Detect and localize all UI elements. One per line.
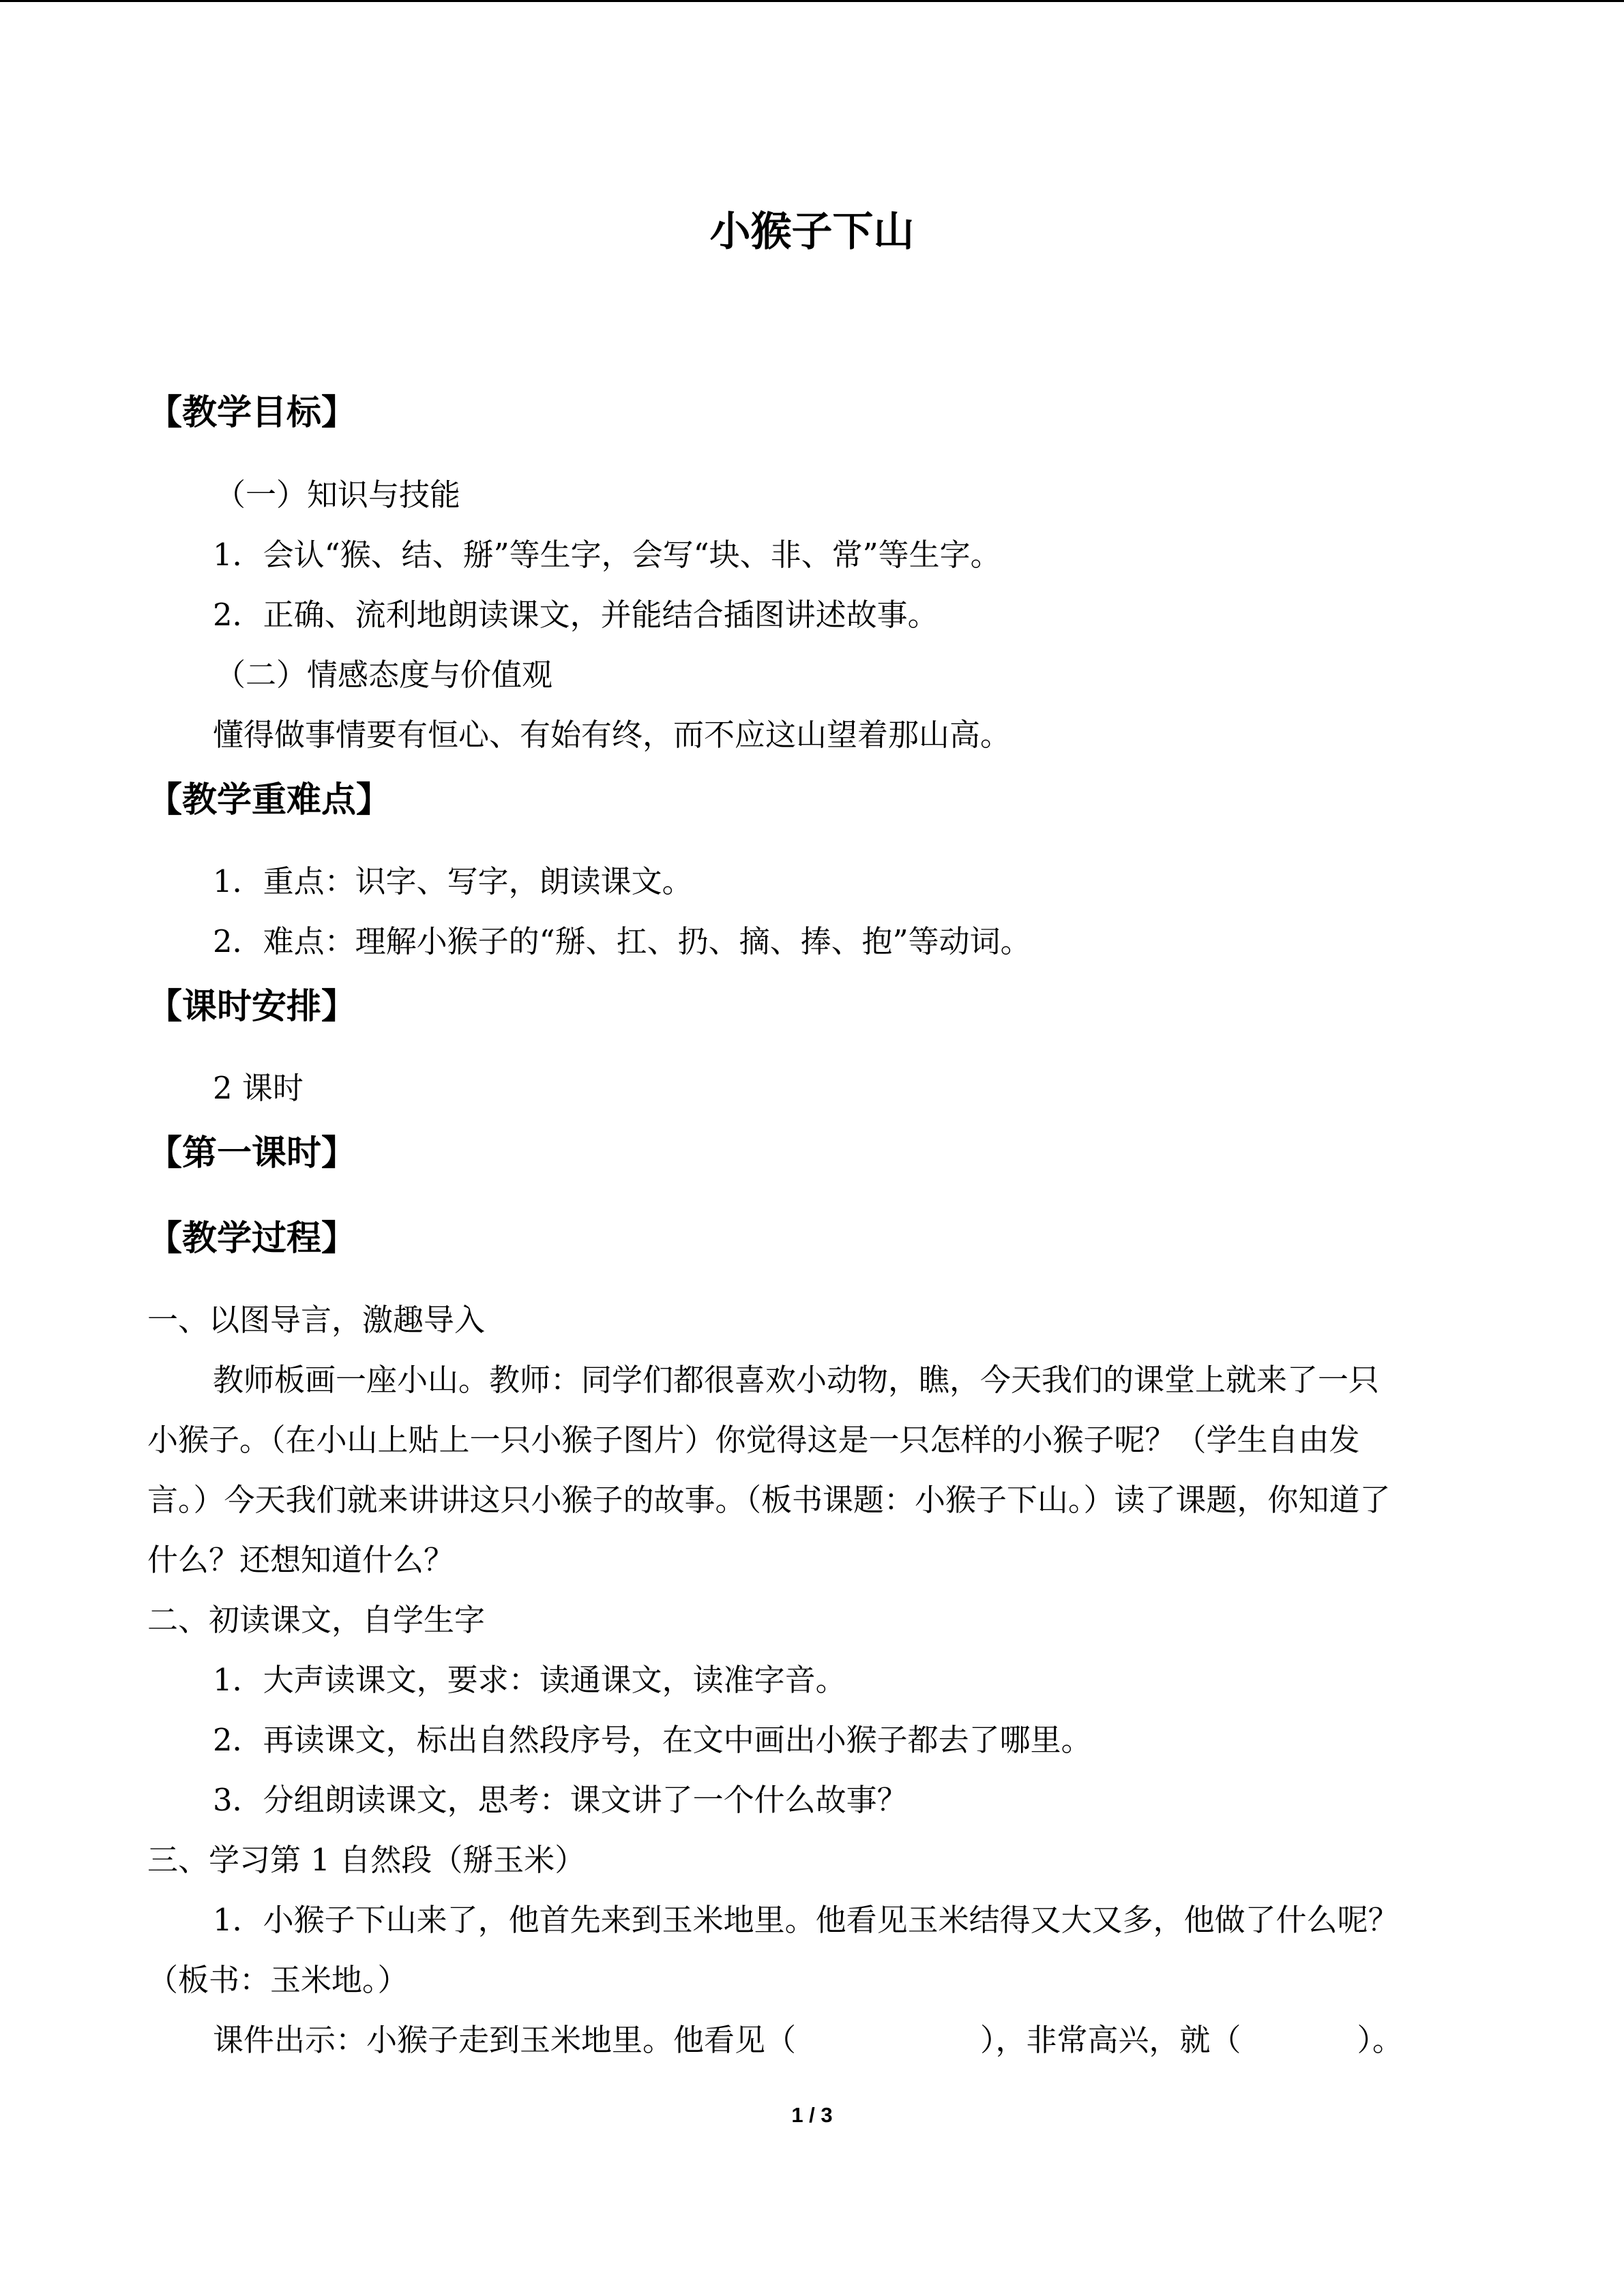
process-step-1-paragraph-line-1: 教师板画一座小山。教师：同学们都很喜欢小动物，瞧，今天我们的课堂上就来了一只 [213, 1362, 1380, 1398]
section-heading-keypoints: 【教学重难点】 [147, 779, 392, 820]
objectives-item-3: 懂得做事情要有恒心、有始有终，而不应这山望着那山高。 [213, 717, 1012, 753]
process-step-3-title: 三、学习第 1 自然段（掰玉米） [147, 1842, 586, 1878]
process-step-3-item-1-line-1: 1．小猴子下山来了，他首先来到玉米地里。他看见玉米结得又大又多，他做了什么呢？ [213, 1902, 1399, 1938]
process-step-1-paragraph-line-4: 什么？还想知道什么？ [147, 1542, 455, 1578]
objectives-subheading-attitude: （二）情感态度与价值观 [215, 657, 553, 693]
page-number: 1 / 3 [791, 2103, 833, 2127]
process-step-2-item-3: 3．分组朗读课文，思考：课文讲了一个什么故事？ [213, 1782, 908, 1818]
process-step-1-paragraph-line-3: 言。）今天我们就来讲讲这只小猴子的故事。（板书课题：小猴子下山。）读了课题，你知道了 [147, 1482, 1391, 1518]
process-step-1-paragraph-line-2: 小猴子。（在小山上贴上一只小猴子图片）你觉得这是一只怎样的小猴子呢？（学生自由发 [147, 1422, 1360, 1458]
process-step-2-item-1: 1．大声读课文，要求：读通课文，读准字音。 [213, 1662, 846, 1698]
objectives-subheading-knowledge: （一）知识与技能 [215, 477, 461, 513]
keypoints-item-2: 2．难点：理解小猴子的“掰、扛、扔、摘、捧、抱”等动词。 [213, 923, 1031, 959]
section-heading-lesson-1: 【第一课时】 [147, 1133, 357, 1174]
process-step-2-title: 二、初读课文，自学生字 [147, 1602, 486, 1638]
fill-in-part-b: ），非常高兴，就（ [980, 2022, 1241, 2058]
document-title: 小猴子下山 [709, 208, 915, 256]
section-heading-objectives: 【教学目标】 [147, 392, 357, 433]
process-step-3-fill-in-sentence [213, 2020, 1403, 2061]
section-heading-process: 【教学过程】 [147, 1218, 357, 1259]
keypoints-item-1: 1．重点：识字、写字，朗读课文。 [213, 863, 693, 899]
process-step-2-item-2: 2．再读课文，标出自然段序号，在文中画出小猴子都去了哪里。 [213, 1722, 1092, 1758]
objectives-item-1: 1．会认“猴、结、掰”等生字，会写“块、非、常”等生字。 [213, 537, 1001, 573]
section-heading-schedule: 【课时安排】 [147, 986, 357, 1027]
fill-in-part-a: 课件出示：小猴子走到玉米地里。他看见（ [213, 2022, 797, 2058]
process-step-3-item-1-line-2: （板书：玉米地。） [147, 1962, 409, 1998]
schedule-text: 2 课时 [213, 1070, 304, 1106]
process-step-1-title: 一、以图导言，激趣导入 [147, 1302, 486, 1338]
objectives-item-2: 2．正确、流利地朗读课文，并能结合插图讲述故事。 [213, 597, 939, 633]
fill-in-part-c: ）。 [1357, 2022, 1404, 2058]
